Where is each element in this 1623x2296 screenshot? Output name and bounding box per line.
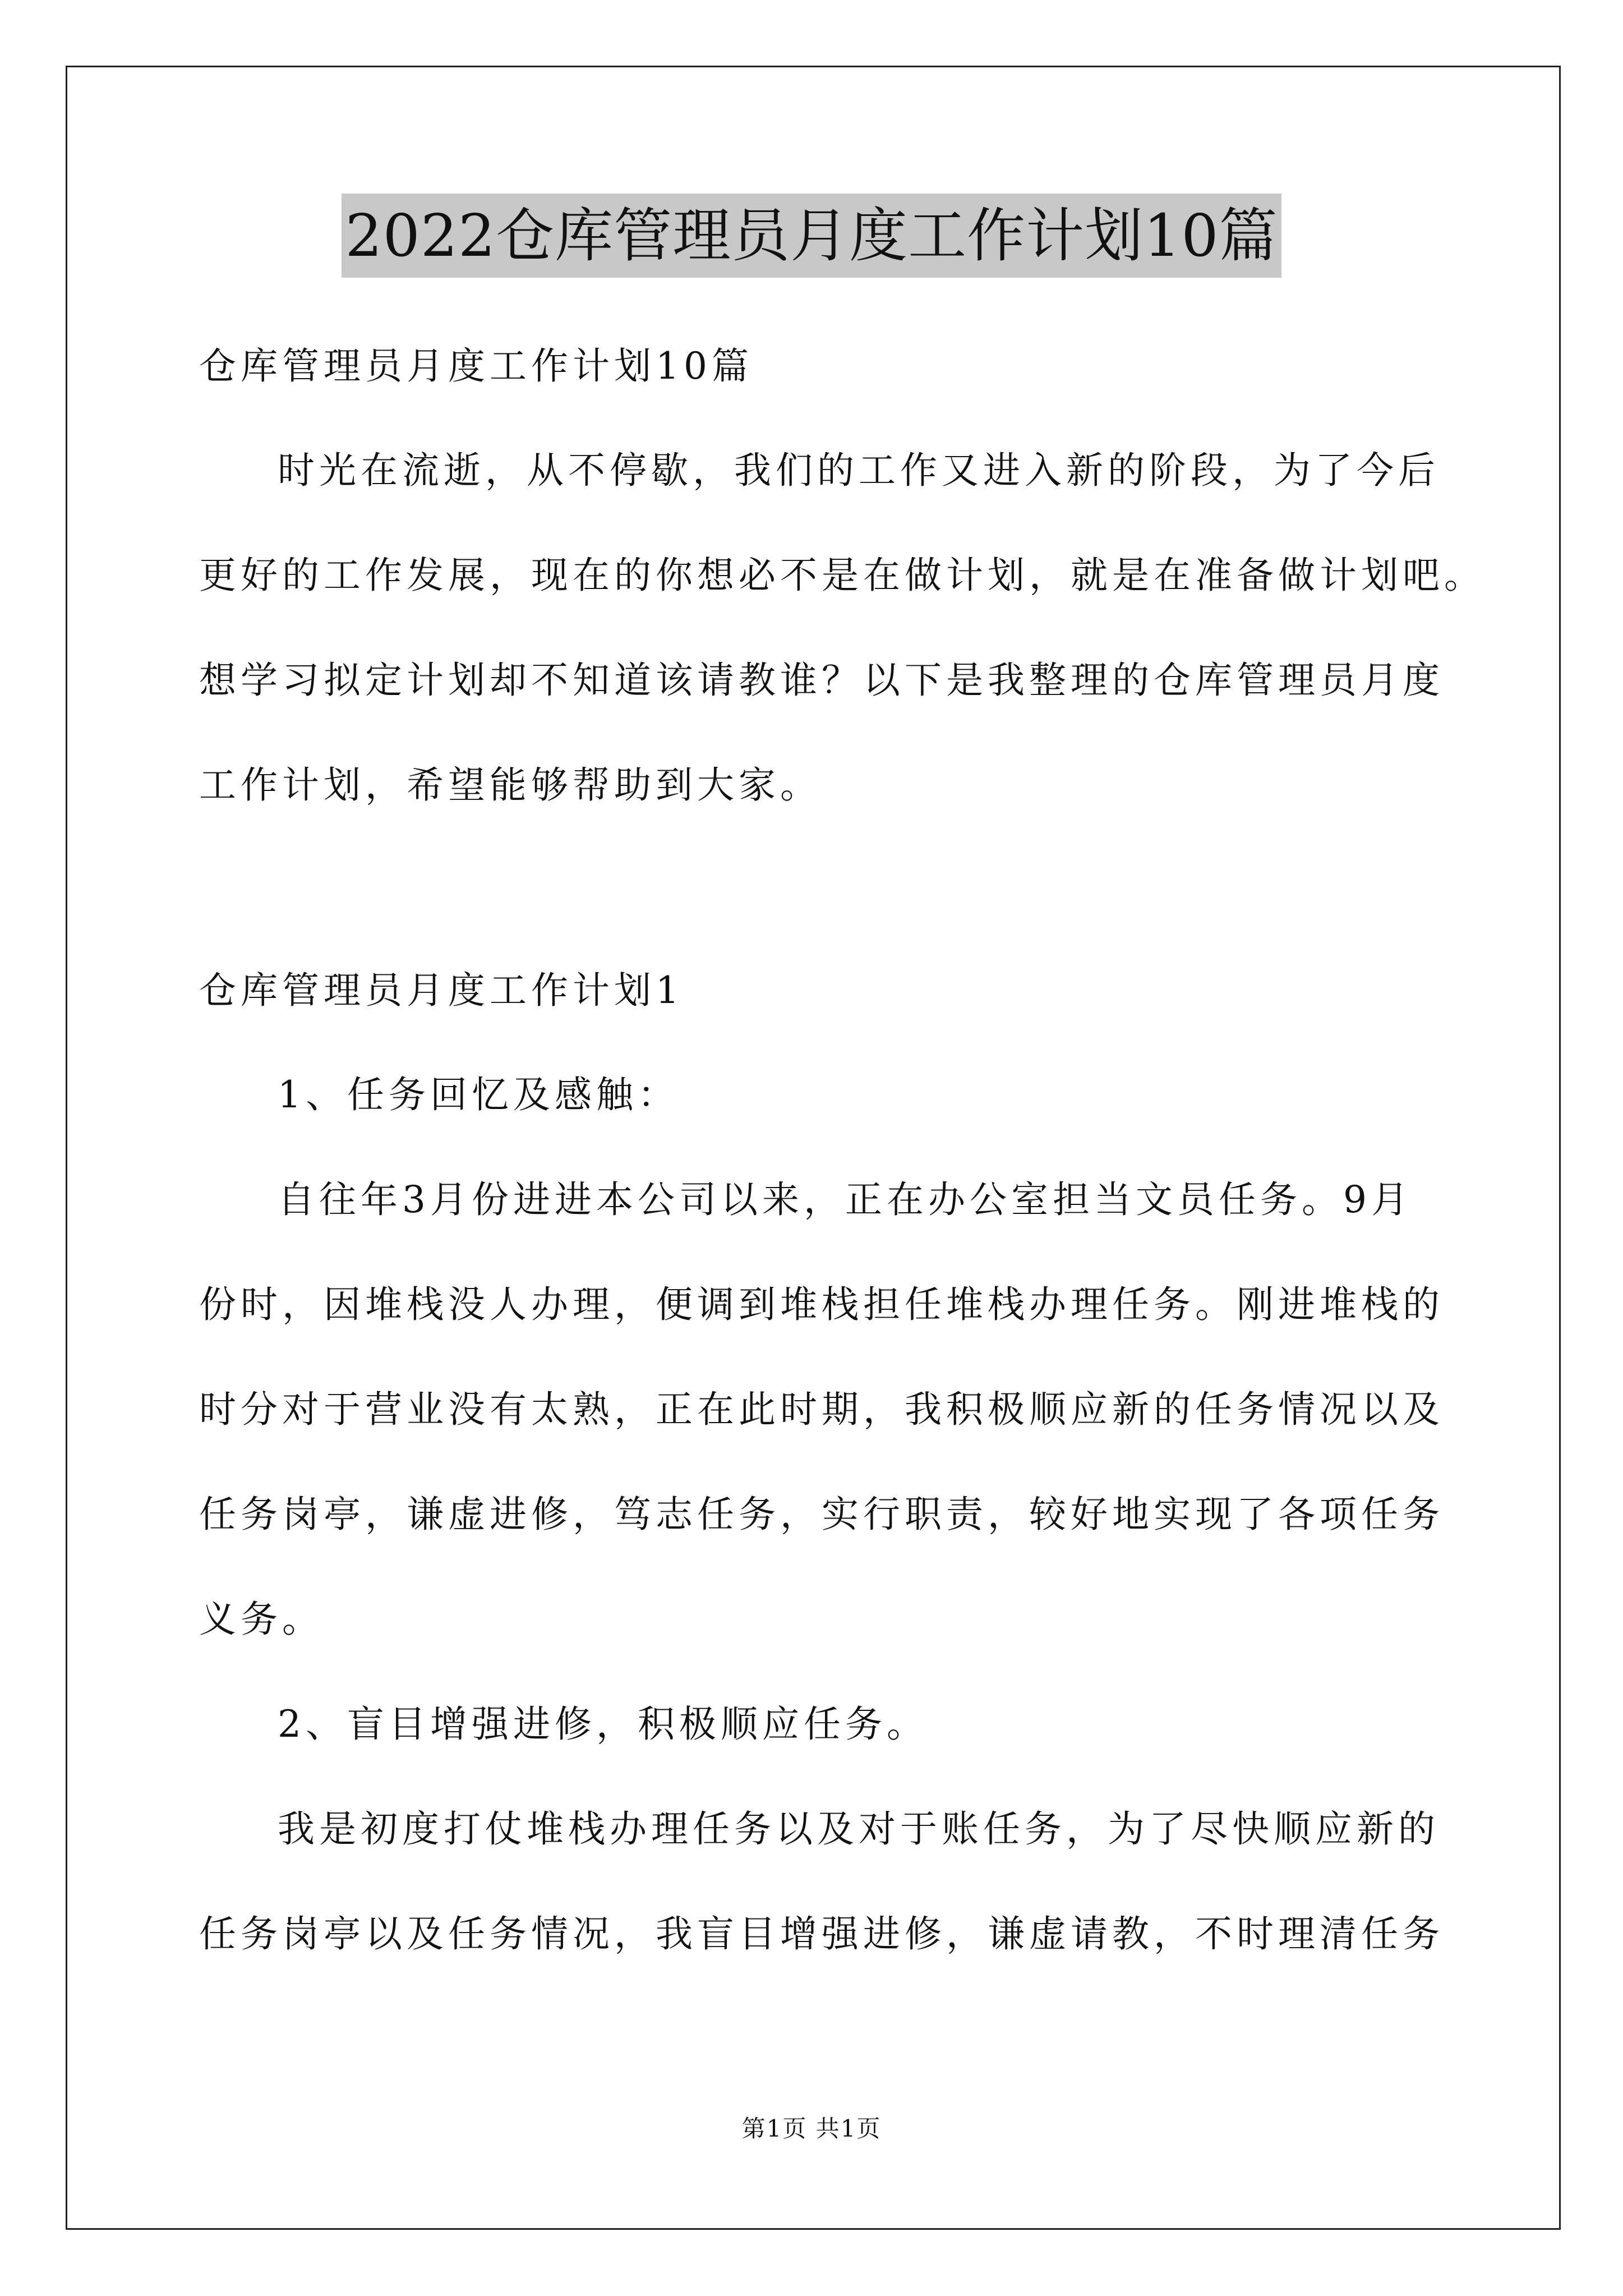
intro-line: 工作计划，希望能够帮助到大家。 — [199, 763, 822, 807]
intro-line: 想学习拟定计划却不知道该请教谁？以下是我整理的仓库管理员月度 — [199, 659, 1444, 702]
title-container — [0, 194, 1623, 278]
page-footer: 第1页 共1页 — [741, 2115, 882, 2142]
intro-line: 更好的工作发展，现在的你想必不是在做计划，就是在准备做计划吧。 — [199, 554, 1486, 597]
item2-heading: 2、盲目增强进修，积极顺应任务。 — [278, 1703, 928, 1746]
item1-heading: 1、任务回忆及感触： — [278, 1073, 679, 1116]
item1-line: 时分对于营业没有太熟，正在此时期，我积极顺应新的任务情况以及 — [199, 1388, 1444, 1431]
document-subtitle: 仓库管理员月度工作计划10篇 — [199, 344, 753, 388]
item2-line: 我是初度打仗堆栈办理任务以及对于账任务，为了尽快顺应新的 — [278, 1807, 1440, 1851]
intro-line: 时光在流逝，从不停歇，我们的工作又进入新的阶段，为了今后 — [278, 449, 1440, 492]
item1-line: 义务。 — [199, 1598, 324, 1641]
item1-line: 自往年3月份进进本公司以来，正在办公室担当文员任务。9月 — [278, 1178, 1413, 1221]
document-body — [199, 306, 1486, 1961]
section-heading: 仓库管理员月度工作计划1 — [199, 969, 684, 1012]
item1-line: 份时，因堆栈没人办理，便调到堆栈担任堆栈办理任务。刚进堆栈的 — [199, 1283, 1444, 1326]
item1-line: 任务岗亭，谦虚进修，笃志任务，实行职责，较好地实现了各项任务 — [199, 1493, 1444, 1536]
document-title: 2022仓库管理员月度工作计划10篇 — [342, 194, 1281, 278]
item2-line: 任务岗亭以及任务情况，我盲目增强进修，谦虚请教，不时理清任务 — [199, 1912, 1444, 1955]
